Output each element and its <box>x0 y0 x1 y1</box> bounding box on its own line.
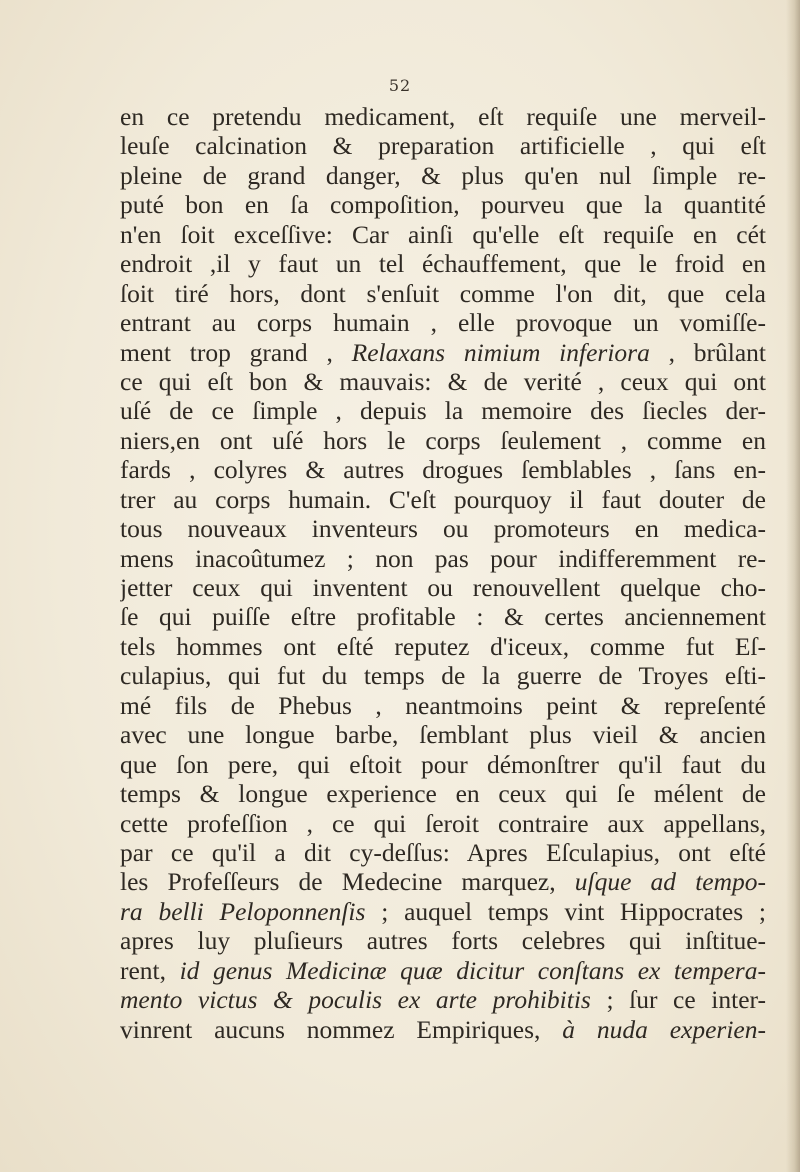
text-line <box>120 720 766 749</box>
italic-text-run: uſque ad tempo- <box>574 867 766 897</box>
italic-text-run: Relaxans nimium inferiora <box>351 337 650 367</box>
text-line <box>120 396 766 425</box>
body-text <box>120 102 766 1044</box>
text-run: mens inacoûtumez ; non pas pour indifferemment re- <box>120 543 766 573</box>
text-line <box>120 220 766 249</box>
page-number: 52 <box>388 76 412 95</box>
text-run: en ce pretendu medicament, eſt requiſe une merveil- <box>120 102 766 131</box>
text-run: n'en ſoit exceſſive: Car ainſi qu'elle eſt requiſe en cét <box>120 219 766 249</box>
text-line <box>120 897 766 926</box>
text-run: leuſe calcination & preparation artificielle , qui eſt <box>120 131 766 161</box>
text-line <box>120 367 766 396</box>
italic-text-run: id genus Medicinæ quæ dicitur conſtans ex tempera- <box>179 955 766 985</box>
page-edge-shadow <box>786 0 800 1172</box>
text-run: apres luy pluſieurs autres forts celebres qui inſtitue- <box>120 926 766 956</box>
text-line <box>120 131 766 160</box>
text-line <box>120 956 766 985</box>
text-run: cette profeſſion , ce qui ſeroit contraire aux appellans, <box>120 808 766 838</box>
text-line <box>120 279 766 308</box>
text-run: entrant au corps humain , elle provoque un vomiſſe- <box>120 308 766 338</box>
text-line <box>120 867 766 896</box>
text-line <box>120 985 766 1014</box>
text-line <box>120 573 766 602</box>
text-run: temps & longue experience en ceux qui ſe mélent de <box>120 779 766 809</box>
text-run: ; ſur ce inter- <box>590 985 766 1015</box>
italic-text-run: mento victus & poculis ex arte prohibitis <box>120 985 591 1015</box>
text-run: vinrent aucuns nommez Empiriques, <box>120 1014 563 1044</box>
text-run: , brûlant <box>649 337 766 367</box>
text-line <box>120 750 766 779</box>
text-line <box>120 1015 766 1044</box>
text-run: fards , colyres & autres drogues ſemblables , ſans en- <box>120 455 766 485</box>
text-run: par ce qu'il a dit cy-deſſus: Apres Eſculapius, ont eſté <box>120 837 766 867</box>
text-run: ſe qui puiſſe eſtre profitable : & certes anciennement <box>120 602 766 632</box>
text-run: que ſon pere, qui eſtoit pour démonſtrer qu'il faut du <box>120 749 766 779</box>
text-line <box>120 426 766 455</box>
text-line <box>120 544 766 573</box>
text-run: tous nouveaux inventeurs ou promoteurs en medica- <box>120 514 766 544</box>
text-run: culapius, qui fut du temps de la guerre de Troyes eſti- <box>120 661 766 691</box>
text-line <box>120 514 766 543</box>
text-line <box>120 926 766 955</box>
text-run: niers,en ont uſé hors le corps ſeulement , comme en <box>120 425 766 455</box>
text-run: jetter ceux qui inventent ou renouvellent quelque cho- <box>120 573 766 602</box>
text-line <box>120 691 766 720</box>
italic-text-run: ra belli Peloponnenſis <box>120 896 366 926</box>
text-line <box>120 632 766 661</box>
text-run: mé fils de Phebus , neantmoins peint & repreſenté <box>120 690 766 720</box>
text-run: rent, <box>120 955 180 985</box>
text-line <box>120 455 766 484</box>
text-run: uſé de ce ſimple , depuis la memoire des ſiecles der- <box>120 396 766 426</box>
text-line <box>120 308 766 337</box>
text-line <box>120 809 766 838</box>
text-line <box>120 779 766 808</box>
text-line <box>120 838 766 867</box>
text-run: trer au corps humain. C'eſt pourquoy il faut douter de <box>120 484 766 514</box>
text-run: ce qui eſt bon & mauvais: & de verité , ceux qui ont <box>120 366 766 396</box>
text-run: avec une longue barbe, ſemblant plus vieil & ancien <box>120 720 766 750</box>
text-line <box>120 190 766 219</box>
text-line <box>120 102 766 131</box>
text-run: ; auquel temps vint Hippocrates ; <box>365 896 766 926</box>
text-run: ment trop grand , <box>120 337 352 367</box>
text-run: puté bon en ſa compoſition, pourveu que la quantité <box>120 190 766 220</box>
text-line <box>120 485 766 514</box>
text-run: endroit ,il y faut un tel échauffement, que le froid en <box>120 249 766 279</box>
text-line <box>120 249 766 278</box>
italic-text-run: à nuda experien- <box>562 1014 766 1044</box>
text-line <box>120 661 766 690</box>
text-run: les Profeſſeurs de Medecine marquez, <box>120 867 575 897</box>
text-line <box>120 602 766 631</box>
text-line <box>120 338 766 367</box>
text-line <box>120 161 766 190</box>
text-run: pleine de grand danger, & plus qu'en nul ſimple re- <box>120 160 766 190</box>
text-run: tels hommes ont eſté reputez d'iceux, comme fut Eſ- <box>120 631 766 661</box>
text-run: ſoit tiré hors, dont s'enſuit comme l'on dit, que cela <box>120 278 766 308</box>
